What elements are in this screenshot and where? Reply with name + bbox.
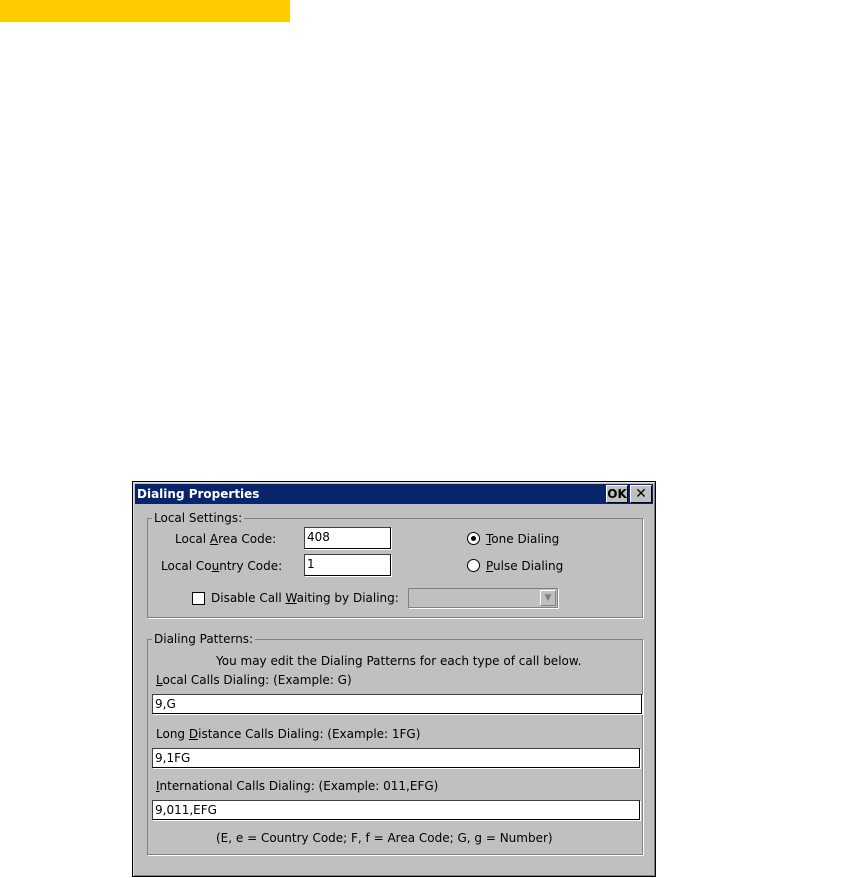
dialing-properties-dialog bbox=[132, 481, 656, 877]
international-input[interactable]: 9,011,EFG bbox=[152, 800, 640, 820]
local-calls-label: Local Calls Dialing: (Example: G) bbox=[156, 673, 352, 687]
dialing-patterns-label: Dialing Patterns: bbox=[154, 632, 254, 646]
pattern-legend: (E, e = Country Code; F, f = Area Code; G, g = Number) bbox=[216, 831, 553, 845]
country-code-label: Local Country Code: bbox=[161, 559, 283, 573]
long-distance-input[interactable]: 9,1FG bbox=[152, 748, 640, 768]
tone-dialing-radio[interactable] bbox=[467, 532, 480, 545]
title-bar bbox=[135, 484, 653, 504]
dialing-patterns-intro: You may edit the Dialing Patterns for each type of call below. bbox=[216, 654, 582, 668]
close-icon[interactable]: ✕ bbox=[630, 485, 652, 503]
disable-call-waiting-label[interactable]: Disable Call Waiting by Dialing: bbox=[211, 591, 399, 605]
international-label: International Calls Dialing: (Example: 011,EFG) bbox=[156, 779, 439, 793]
call-waiting-combo[interactable] bbox=[408, 588, 558, 608]
radio-selected-dot bbox=[471, 536, 476, 541]
local-settings-label: Local Settings: bbox=[154, 511, 243, 525]
pulse-dialing-label[interactable]: Pulse Dialing bbox=[486, 559, 564, 573]
country-code-input[interactable]: 1 bbox=[304, 554, 391, 576]
ok-button[interactable]: OK bbox=[607, 487, 627, 501]
local-calls-input[interactable]: 9,G bbox=[152, 694, 642, 714]
dialog-title: Dialing Properties bbox=[137, 487, 260, 501]
disable-call-waiting-checkbox[interactable] bbox=[192, 592, 205, 605]
area-code-input[interactable]: 408 bbox=[304, 527, 391, 549]
pulse-dialing-radio[interactable] bbox=[467, 559, 480, 572]
chevron-down-icon[interactable]: ▼ bbox=[540, 590, 556, 606]
local-settings-group bbox=[147, 511, 643, 618]
area-code-label: Local Area Code: bbox=[175, 532, 277, 546]
dialing-patterns-group bbox=[147, 632, 643, 855]
long-distance-label: Long Distance Calls Dialing: (Example: 1FG) bbox=[156, 727, 421, 741]
highlight-bar bbox=[0, 0, 290, 22]
tone-dialing-label[interactable]: Tone Dialing bbox=[486, 532, 560, 546]
